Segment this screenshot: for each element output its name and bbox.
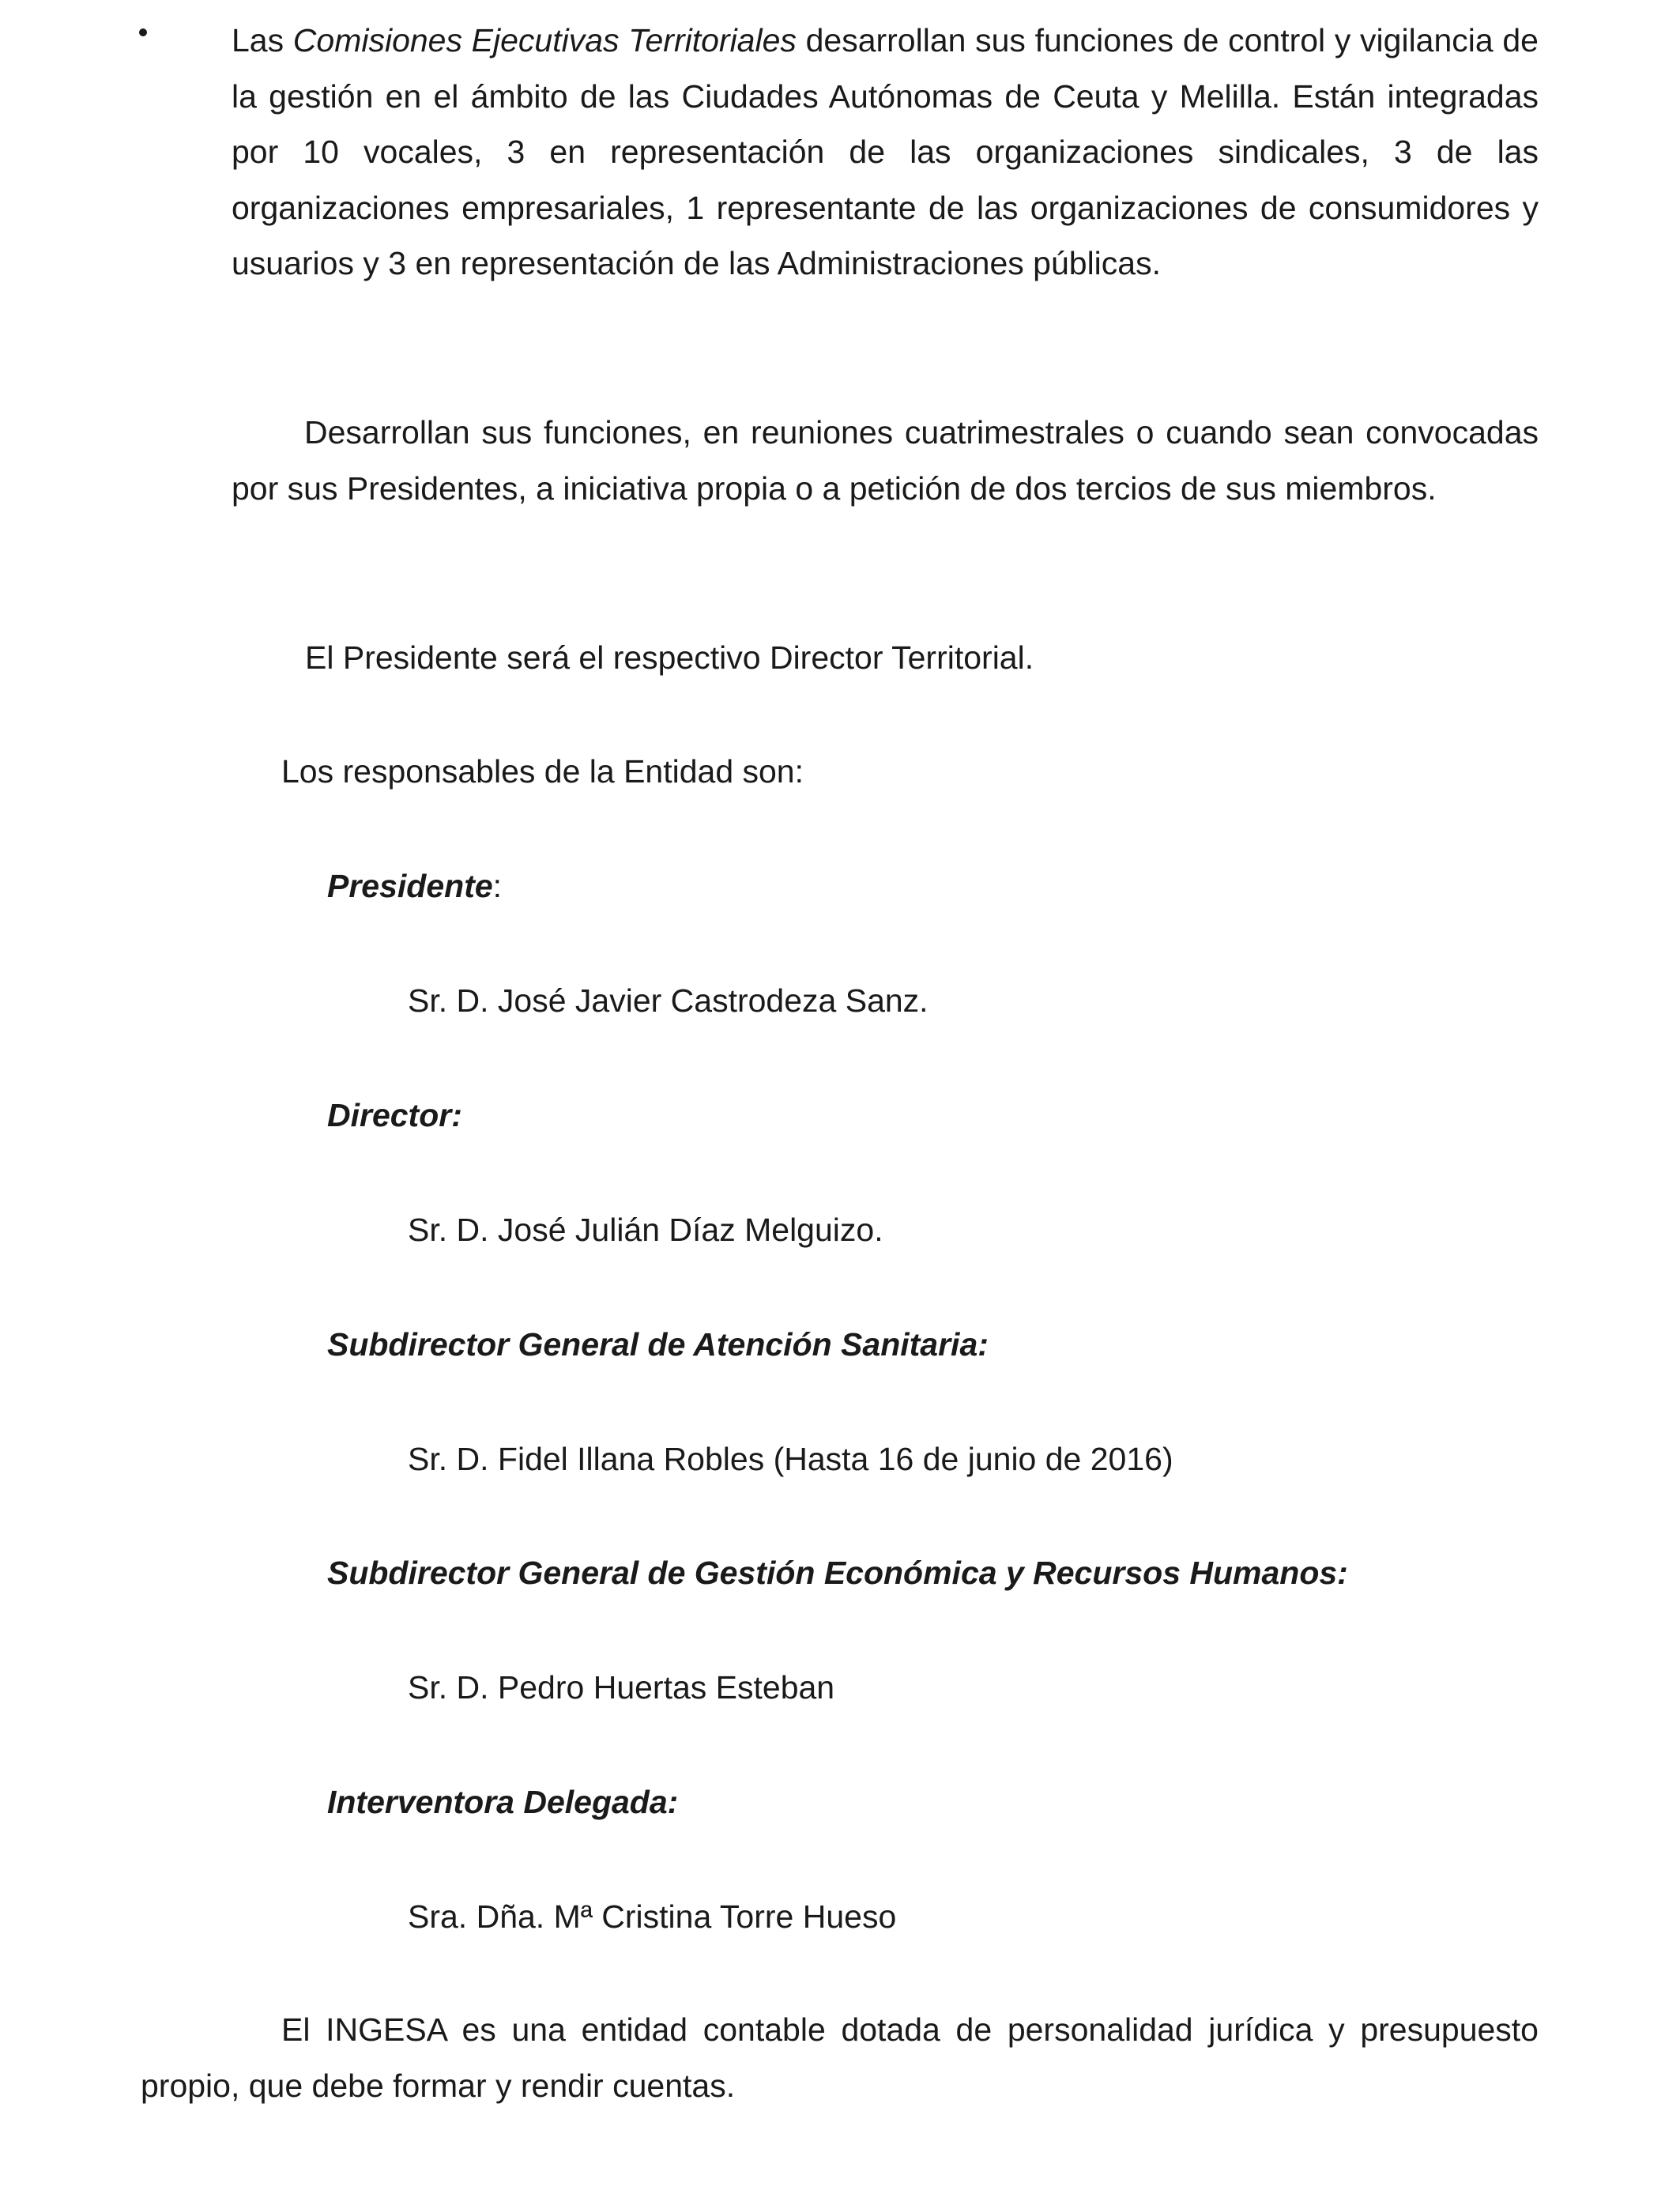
paragraph-comisiones <box>232 13 1539 292</box>
bullet-point <box>139 28 147 36</box>
president-line: El Presidente será el respectivo Director Territorial. <box>305 639 1034 676</box>
role-label: Presidente <box>327 868 493 904</box>
role-heading-subdirector-atencion: Subdirector General de Atención Sanitaria: <box>327 1326 989 1363</box>
role-heading-director: Director: <box>327 1097 462 1133</box>
paragraph-ingesa: El INGESA es una entidad contable dotada de personalidad jurídica y presupuesto propio, que debe formar y rendir cuentas. <box>141 2011 1539 2104</box>
paragraph-comisiones-lead: Las <box>232 22 293 58</box>
role-heading-interventora: Interventora Delegada: <box>327 1784 679 1820</box>
paragraph-comisiones-body: desarrollan sus funciones de control y vigilancia de la gestión en el ámbito de las Ciudades Autónomas de Ceuta y Melilla. Están integradas por 10 vocales, 3 en representación de las organizaciones sindicales, 3 de las organizaciones empresariales, 1 representante de las organizaciones de consumidores y usuarios y 3 en representación de las Administraciones públicas. <box>232 22 1539 281</box>
paragraph-comisiones-italic: Comisiones Ejecutivas Territoriales <box>292 22 797 58</box>
official-name-presidente: Sr. D. José Javier Castrodeza Sanz. <box>408 982 929 1019</box>
role-heading-presidente <box>327 866 502 906</box>
official-name-subdirector-gestion: Sr. D. Pedro Huertas Esteban <box>408 1669 835 1706</box>
responsables-intro: Los responsables de la Entidad son: <box>281 753 804 790</box>
official-name-subdirector-atencion: Sr. D. Fidel Illana Robles (Hasta 16 de junio de 2016) <box>408 1441 1173 1477</box>
role-suffix: : <box>492 868 503 904</box>
role-heading-subdirector-gestion: Subdirector General de Gestión Económica y Recursos Humanos: <box>327 1555 1348 1591</box>
paragraph-meetings: Desarrollan sus funciones, en reuniones cuatrimestrales o cuando sean convocadas por sus Presidentes, a iniciativa propia o a petición de dos tercios de sus miembros. <box>232 414 1539 507</box>
official-name-director: Sr. D. José Julián Díaz Melguizo. <box>408 1212 883 1248</box>
official-name-interventora: Sra. Dña. Mª Cristina Torre Hueso <box>408 1898 897 1935</box>
